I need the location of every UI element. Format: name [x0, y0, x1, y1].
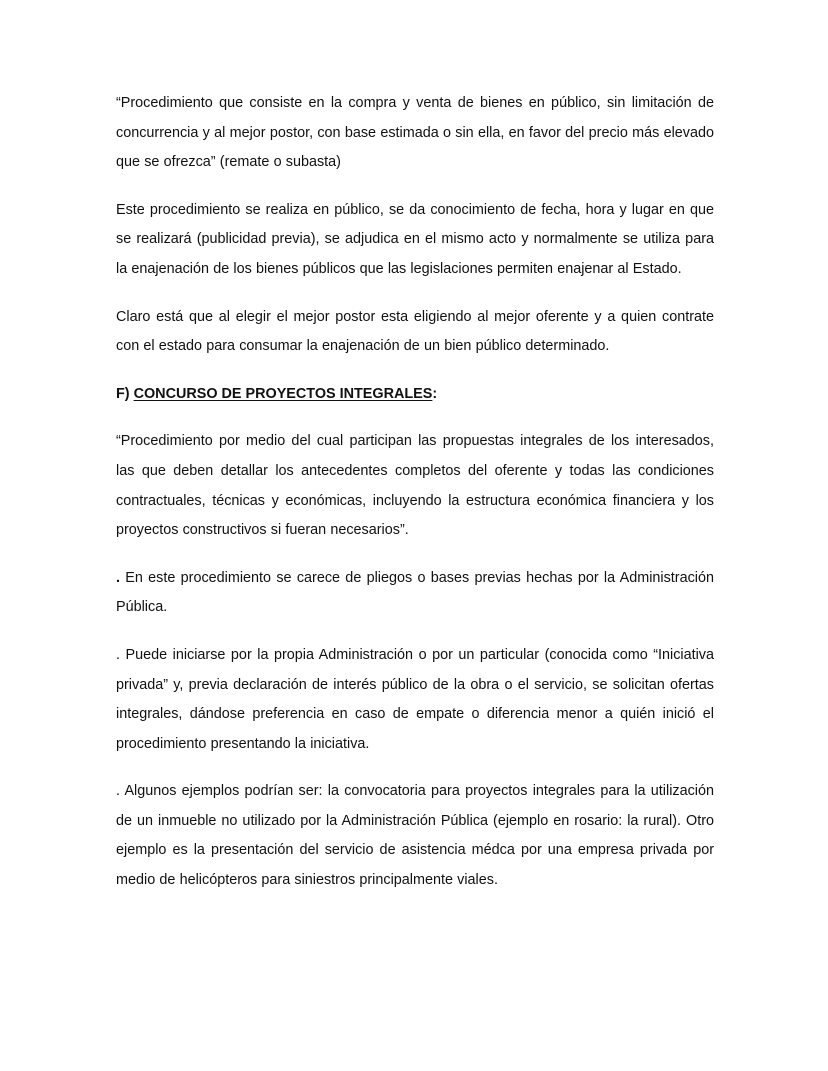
- bullet-paragraph: [116, 564, 714, 623]
- paragraph-definition-remate: “Procedimiento que consiste en la compra y venta de bienes en público, sin limitación de concurrencia y al mejor postor, con base estimada o sin ella, en favor del precio más elevado que se ofrezca” (remate o subasta): [116, 95, 714, 171]
- bullet-marker: .: [116, 569, 120, 586]
- bullet-text: Algunos ejemplos podrían ser: la convocatoria para proyectos integrales para la utilización de un inmueble no utilizado por la Administración Pública (ejemplo en rosario: la rural). Otro ejemplo es la presentación del servicio de asistencia médca por una empresa privada por medio de helicópteros para siniestros principalmente viales.: [116, 783, 714, 889]
- section-heading-suffix: :: [432, 385, 438, 402]
- bullet-paragraph: [116, 641, 714, 759]
- paragraph-mejor-postor: Claro está que al elegir el mejor postor esta eligiendo al mejor oferente y a quien contrate con el estado para consumar la enajenación de un bien público determinado.: [116, 308, 714, 355]
- paragraph-remate-description: Este procedimiento se realiza en público, se da conocimiento de fecha, hora y lugar en que se realizará (publicidad previa), se adjudica en el mismo acto y normalmente se utiliza para la enajenación de los bienes públicos que las legislaciones permiten enajenar al Estado.: [116, 201, 714, 277]
- bullet-text: Puede iniciarse por la propia Administración o por un particular (conocida como “Iniciativa privada” y, previa declaración de interés público de la obra o el servicio, se solicitan ofertas integrales, dándose preferencia en caso de empate o diferencia menor a quién inició el procedimiento presentando la iniciativa.: [116, 646, 714, 752]
- bullet-marker: .: [116, 783, 120, 800]
- bullet-paragraph: [116, 777, 714, 895]
- section-heading-title: CONCURSO DE PROYECTOS INTEGRALES: [133, 385, 433, 402]
- section-heading: [116, 380, 714, 410]
- paragraph-definition-concurso: “Procedimiento por medio del cual participan las propuestas integrales de los interesados, las que deben detallar los antecedentes completos del oferente y todas las condiciones contractuales, técnicas y económicas, incluyendo la estructura económica financiera y los proyectos constructivos si fueran necesarios”.: [116, 433, 714, 539]
- bullet-text: En este procedimiento se carece de pliegos o bases previas hechas por la Administración Pública.: [116, 569, 714, 616]
- bullet-marker: .: [116, 646, 120, 663]
- section-heading-prefix: F): [116, 385, 134, 402]
